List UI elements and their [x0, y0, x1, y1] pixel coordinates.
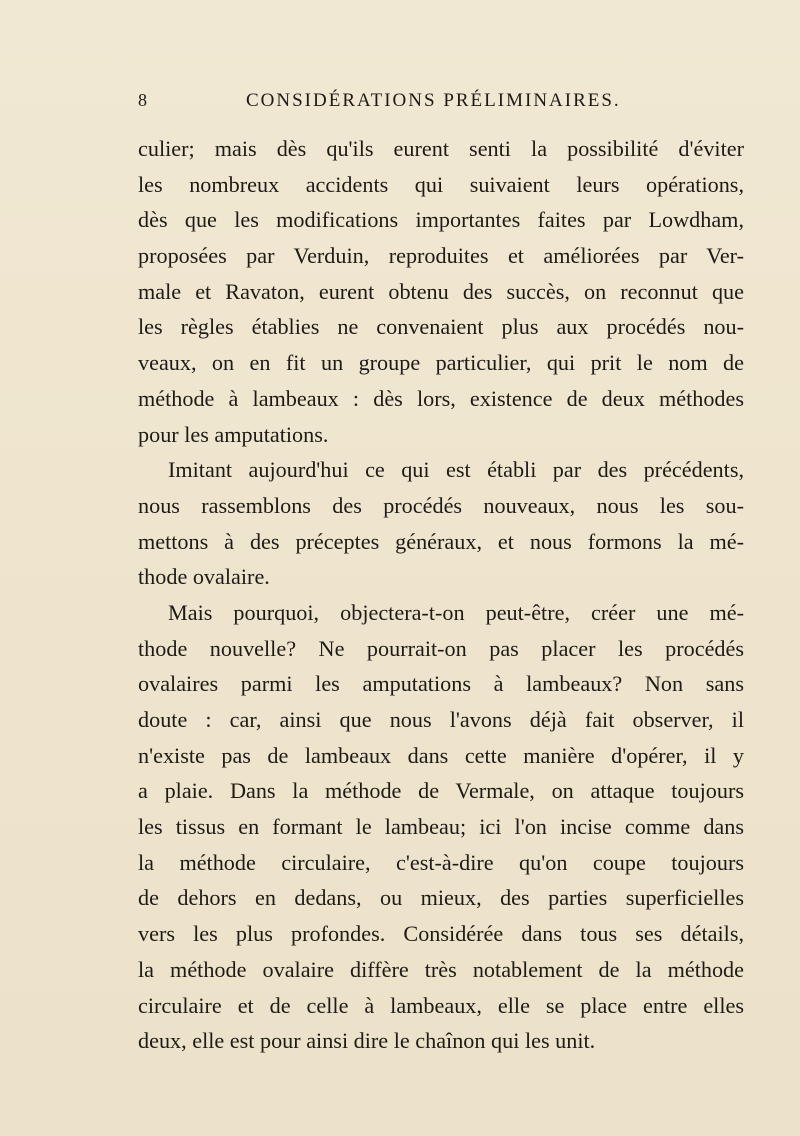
text-line: mettons à des préceptes généraux, et nous formons la mé-: [138, 528, 744, 554]
text-line: deux, elle est pour ainsi dire le chaînon qui les unit.: [138, 1028, 596, 1054]
text-line: male et Ravaton, eurent obtenu des succès, on reconnut que: [138, 278, 744, 304]
text-line: les tissus en formant le lambeau; ici l'on incise comme dans: [138, 814, 744, 840]
page-header: [138, 90, 748, 120]
text-line: nous rassemblons des procédés nouveaux, nous les sou-: [138, 492, 744, 518]
text-line: a plaie. Dans la méthode de Vermale, on attaque toujours: [138, 778, 744, 804]
text-line: de dehors en dedans, ou mieux, des parties superficielles: [138, 885, 744, 911]
text-line: les règles établies ne convenaient plus aux procédés nou-: [138, 314, 744, 340]
text-line: thode nouvelle? Ne pourrait-on pas placer les procédés: [138, 635, 744, 661]
text-line: la méthode circulaire, c'est-à-dire qu'on coupe toujours: [138, 849, 744, 875]
body-text: [138, 131, 744, 1059]
text-line: pour les amputations.: [138, 421, 329, 447]
text-line: dès que les modifications importantes faites par Lowdham,: [138, 207, 744, 233]
running-title: CONSIDÉRATIONS PRÉLIMINAIRES.: [246, 90, 621, 111]
text-line: culier; mais dès qu'ils eurent senti la possibilité d'éviter: [138, 136, 744, 161]
text-line: ovalaires parmi les amputations à lambeaux? Non sans: [138, 671, 744, 697]
text-line: proposées par Verduin, reproduites et améliorées par Ver-: [138, 243, 744, 269]
text-line: vers les plus profondes. Considérée dans tous ses détails,: [138, 921, 744, 947]
text-line: méthode à lambeaux : dès lors, existence de deux méthodes: [138, 385, 744, 411]
text-line: thode ovalaire.: [138, 564, 270, 590]
text-line: circulaire et de celle à lambeaux, elle se place entre elles: [138, 992, 744, 1018]
text-line: la méthode ovalaire diffère très notablement de la méthode: [138, 956, 744, 982]
text-line: n'existe pas de lambeaux dans cette manière d'opérer, il y: [138, 742, 744, 768]
text-line: Imitant aujourd'hui ce qui est établi par des précédents,: [168, 457, 744, 483]
text-line: doute : car, ainsi que nous l'avons déjà fait observer, il: [138, 707, 744, 732]
text-line: veaux, on en fit un groupe particulier, qui prit le nom de: [138, 350, 744, 376]
text-line: les nombreux accidents qui suivaient leurs opérations,: [138, 171, 744, 197]
text-line: Mais pourquoi, objectera-t-on peut-être, créer une mé-: [168, 599, 744, 625]
page-number: 8: [138, 90, 147, 110]
